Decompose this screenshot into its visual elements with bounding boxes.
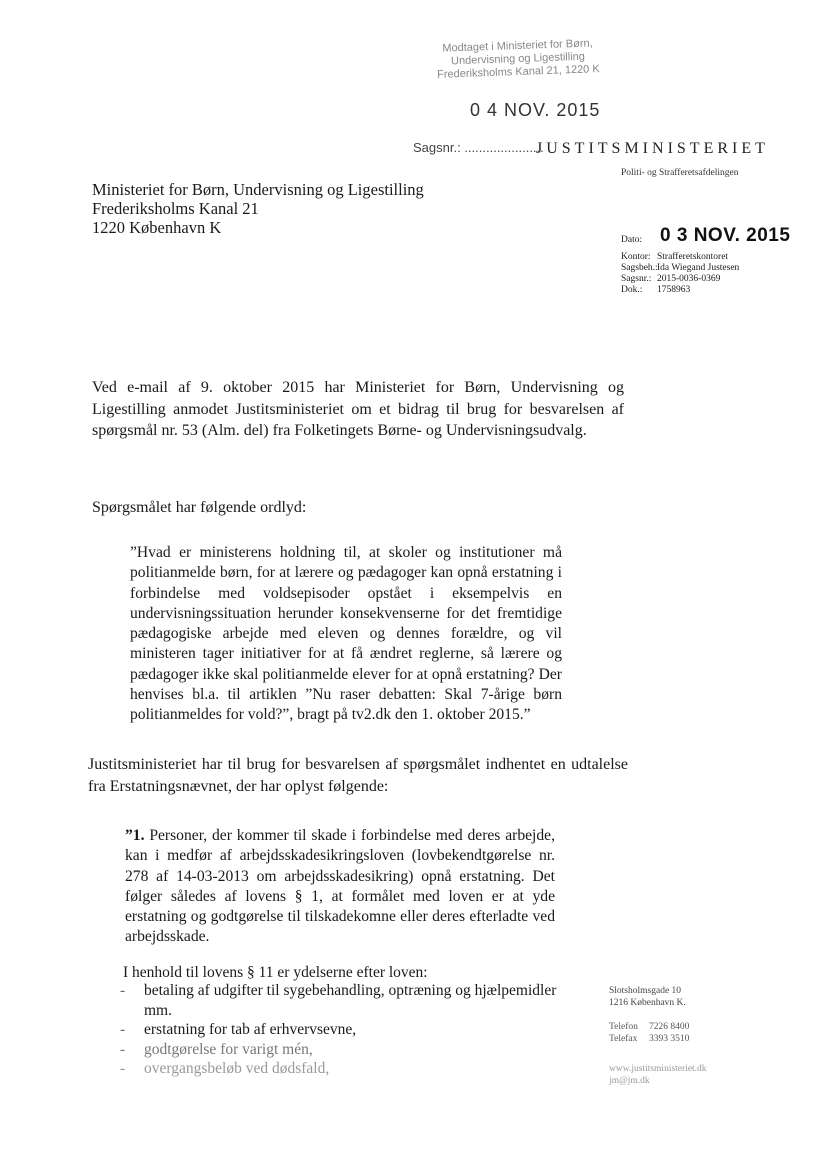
email-link[interactable]: jm@jm.dk (609, 1076, 650, 1086)
meta-value: Ida Wiegand Justesen (657, 263, 740, 273)
ministry-address (609, 985, 686, 1009)
received-stamp (417, 37, 618, 83)
meta-value: 2015-0036-0369 (657, 274, 721, 284)
recipient-city: 1220 København K (92, 218, 222, 237)
date-label: Dato: (621, 235, 643, 245)
list-item-text: erstatning for tab af erhvervsevne, (144, 1021, 357, 1038)
website-link[interactable]: www.justitsministeriet.dk (609, 1064, 707, 1074)
date-stamp: 0 3 NOV. 2015 (660, 225, 791, 246)
quoted-question: ”Hvad er ministerens holdning til, at skoler og institutioner må politianmelde børn, for at lærere og pædagoger kan opnå erstatning i forbindelse med voldsepisoder opstået i eksempelvis en undervisningssituation herunder konsekvenserne for det fremtidige pædagogiske arbejde med eleven og dennes forældre, og vil ministeren tager initiativer for at få ændret reglerne, så lærere og pædagoger ikke skal politianmelde elever for at opnå erstatning? Der henvises bl.a. til artiklen ”Nu raser debatten: Skal 7-årige børn politianmeldes for vold?”, bragt på tv2.dk den 1. oktober 2015.” (130, 544, 562, 724)
fax-row (609, 1033, 689, 1045)
meta-label: Sagsbeh.: (621, 263, 658, 273)
bullet-dash: - (120, 1021, 126, 1038)
contact-web (609, 1063, 707, 1087)
meta-row (621, 285, 739, 296)
paragraph-question-lead: Spørgsmålet har følgende ordlyd: (92, 499, 307, 516)
stamp-line: Undervisning og Ligestilling (450, 50, 586, 68)
fax-value: 3393 3510 (649, 1034, 690, 1044)
recipient-name: Ministeriet for Børn, Undervisning og Ligestilling (92, 180, 424, 199)
bullet-dash: - (120, 982, 126, 999)
case-meta (621, 252, 739, 296)
meta-value: Strafferetskontoret (657, 252, 729, 262)
stamp-line: Modtaget i Ministeriet for Børn, (442, 37, 593, 55)
fax-label: Telefax (609, 1034, 638, 1044)
list-item (120, 1059, 564, 1079)
list-item-text: betaling af udgifter til sygebehandling, optræning og hjælpemidler mm. (144, 982, 557, 1019)
recipient-address (92, 180, 424, 237)
list-item-text: godtgørelse for varigt mén, (144, 1040, 313, 1058)
ministry-name: JUSTITSMINISTERIET (536, 140, 769, 157)
contact-phones (609, 1021, 689, 1045)
bullet-dash: - (120, 1040, 126, 1058)
list-item (120, 981, 564, 1020)
quoted-response (125, 826, 555, 948)
list-item (120, 1020, 564, 1040)
quote-section-number: ”1. (125, 827, 145, 844)
stamp-sagsnr: Sagsnr.: ...................... (413, 140, 544, 155)
meta-label: Dok.: (621, 285, 643, 295)
phone-value: 7226 8400 (649, 1022, 690, 1032)
phone-row (609, 1021, 689, 1033)
address-line: Slotsholmsgade 10 (609, 986, 682, 996)
stamp-line: Frederiksholms Kanal 21, 1220 K (436, 63, 600, 81)
paragraph-intro: Ved e-mail af 9. oktober 2015 har Ministeriet for Børn, Undervisning og Ligestilling anmodet Justitsministeriet om et bidrag til brug for besvarelsen af spørgsmål nr. 53 (Alm. del) fra Folketingets Børne- og Undervisningsudvalg. (92, 379, 624, 439)
list-item-text: overgangsbeløb ved dødsfald, (144, 1060, 330, 1077)
paragraph-benefits-lead: I henhold til lovens § 11 er ydelserne efter loven: (123, 964, 428, 981)
bullet-dash: - (120, 1060, 126, 1077)
meta-label: Sagsnr.: (621, 274, 652, 284)
list-item (120, 1040, 564, 1060)
stamp-date: 0 4 NOV. 2015 (470, 100, 601, 120)
paragraph-response-lead: Justitsministeriet har til brug for besvarelsen af spørgsmålet indhentet en udtalelse fra Erstatningsnævnet, der har oplyst følgende: (88, 756, 628, 795)
address-line: 1216 København K. (609, 998, 686, 1008)
meta-row (621, 252, 739, 263)
meta-row (621, 274, 739, 285)
benefits-list (120, 981, 564, 1079)
quote-response-text: Personer, der kommer til skade i forbindelse med deres arbejde, kan i medfør af arbejdsskadesikringsloven (lovbekendtgørelse nr. 278 af 14-03-2013 om arbejdsskadesikring) opnå erstatning. Det følger således af lovens § 1, at formålet med loven er at yde erstatning og godtgørelse til tilskadekomne eller deres efterladte ved arbejdsskade. (125, 827, 555, 946)
department-name: Politi- og Strafferetsafdelingen (621, 168, 739, 178)
meta-label: Kontor: (621, 252, 651, 262)
meta-value: 1758963 (657, 285, 691, 295)
phone-label: Telefon (609, 1022, 638, 1032)
meta-row (621, 263, 739, 274)
recipient-street: Frederiksholms Kanal 21 (92, 199, 259, 218)
